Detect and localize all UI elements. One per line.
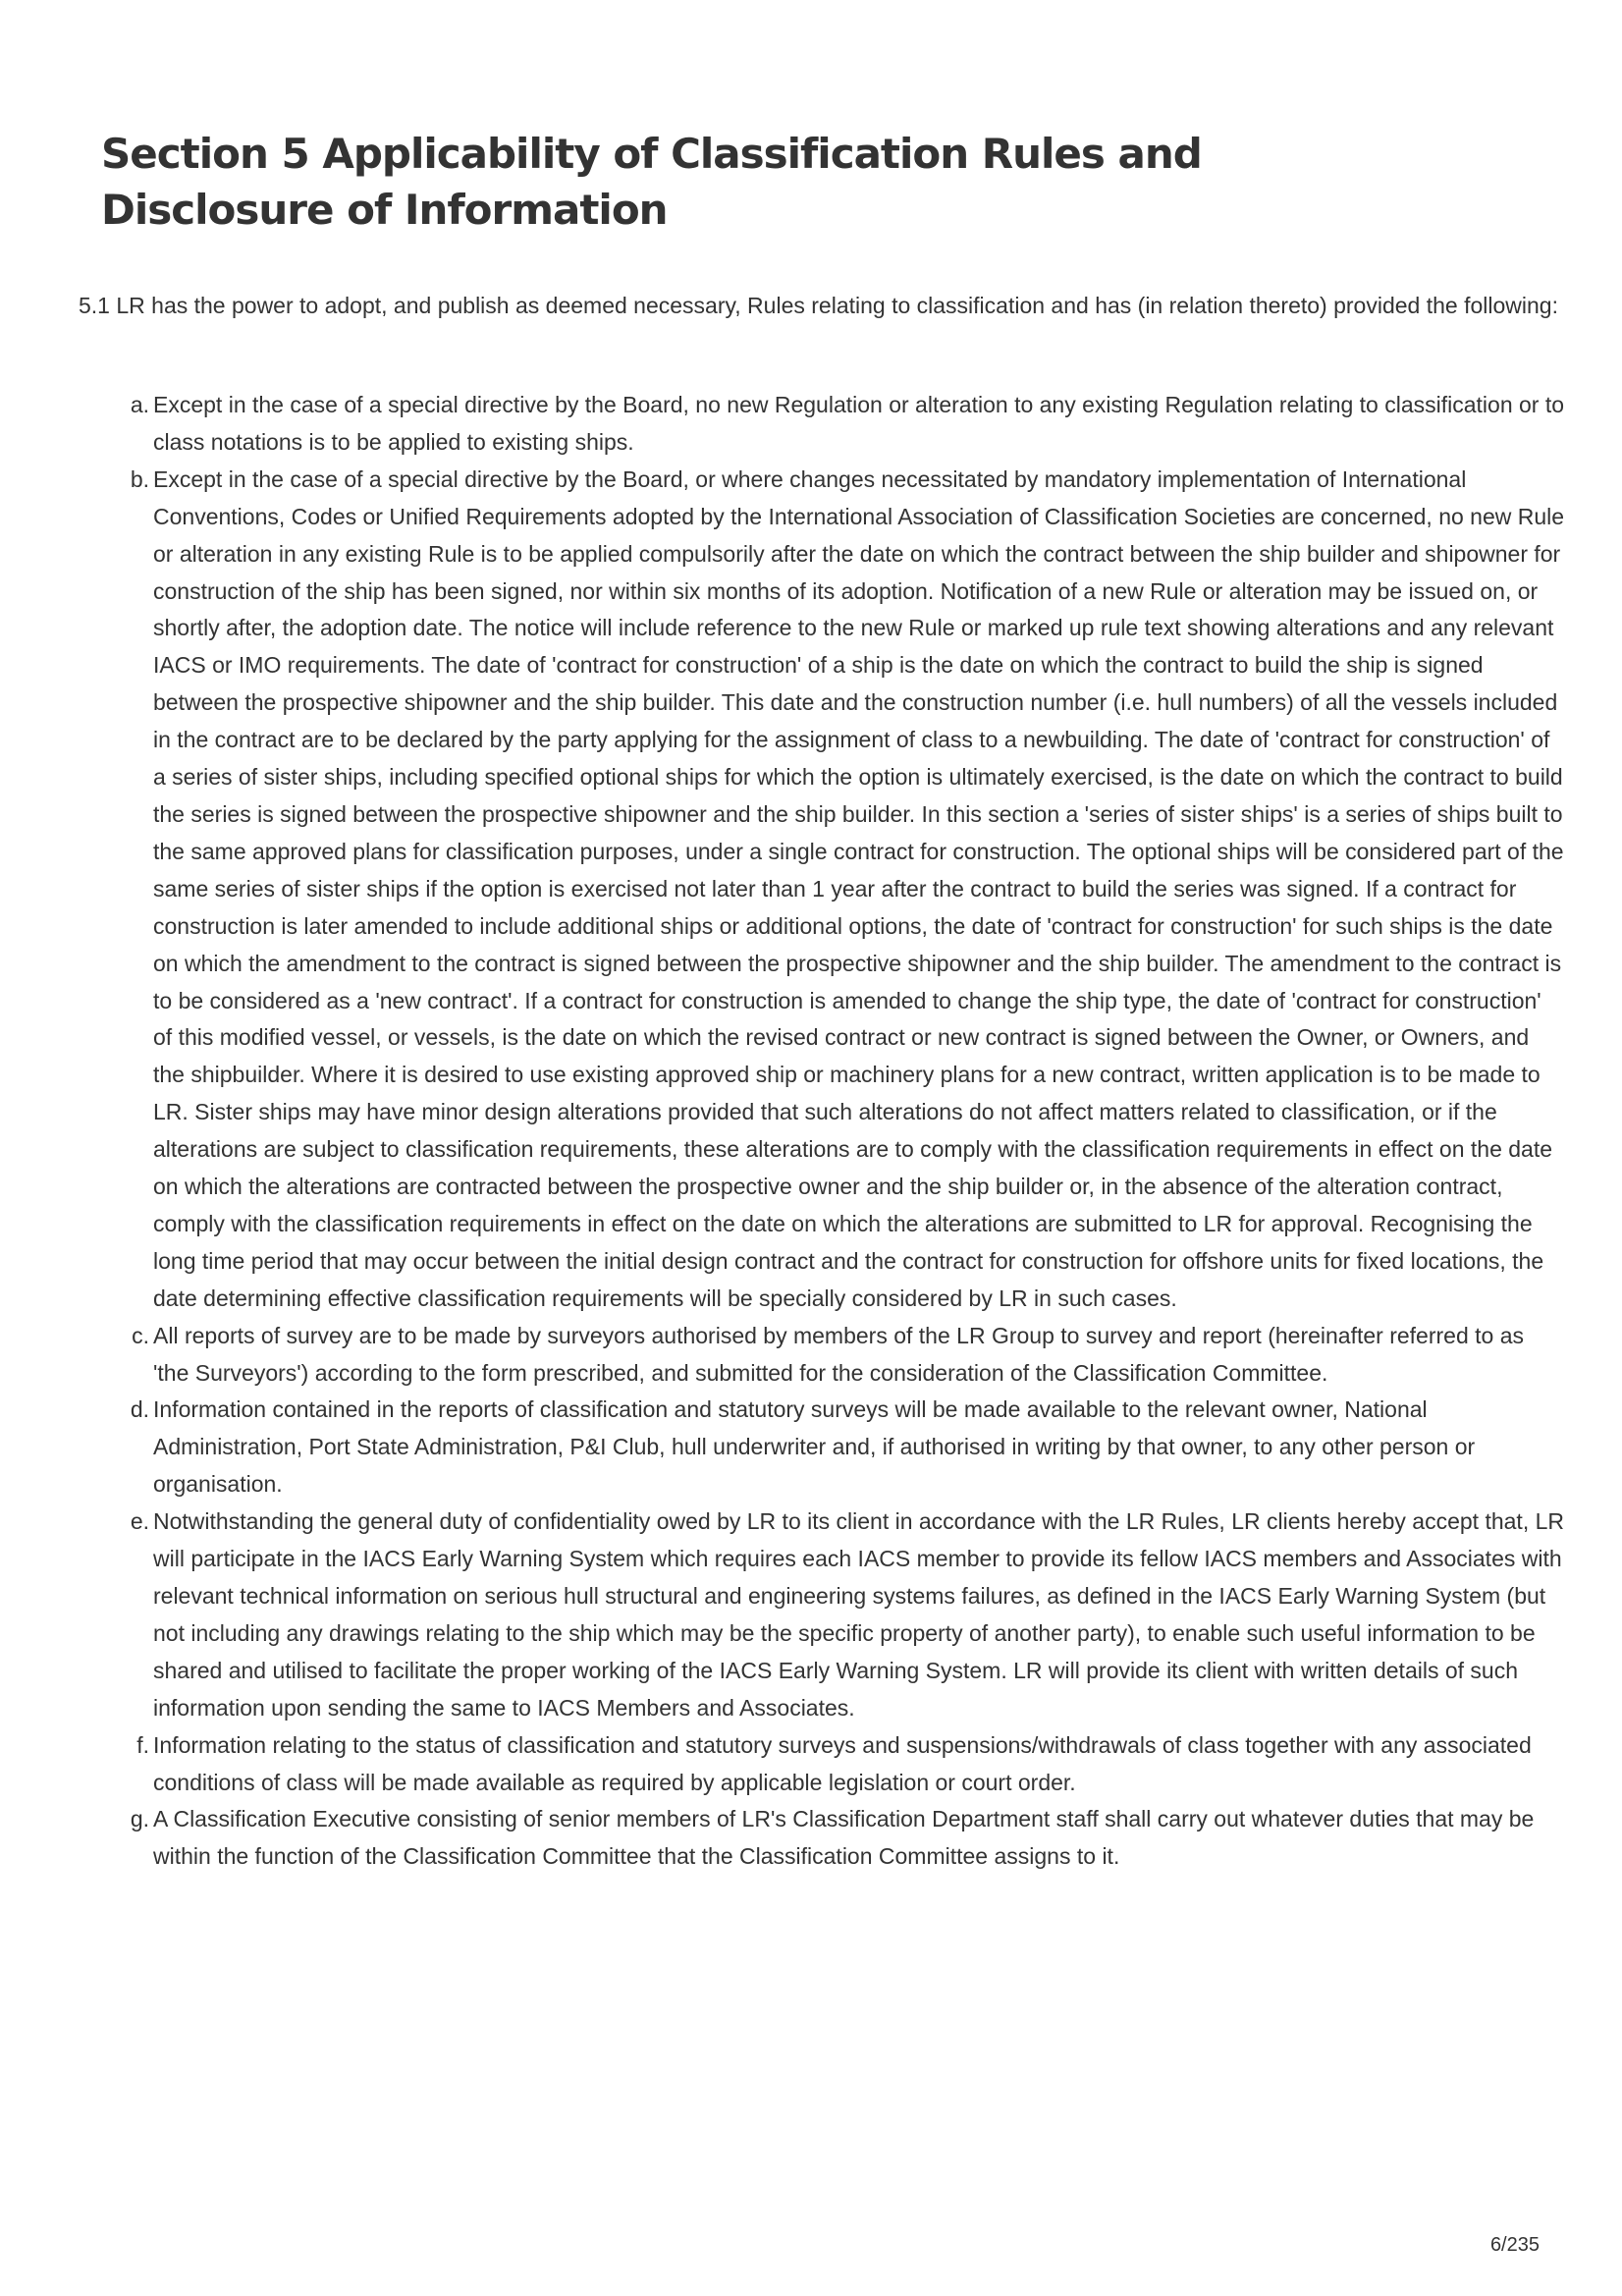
page-number: 6/235 [1489,2234,1540,2256]
clause-marker: g. [130,1806,149,1832]
clause-marker: e. [130,1508,149,1535]
clause-marker: c. [132,1322,149,1348]
clause-text: Information relating to the status of classification and statutory surveys and suspensions/withdrawals of class together with any associated conditions of class will be made available as required by applicable legislation or court order. [153,1731,1532,1795]
clause-b [130,462,1565,1318]
clause-marker: a. [130,392,149,417]
clause-text: Except in the case of a special directive by the Board, or where changes necessitated by mandatory implementation of International Conventions, Codes or Unified Requirements adopted by the International Association of Classification Societies are concerned, no new Rule or alteration in any existing Rule is to be applied compulsorily after the date on which the contract between the ship builder and shipowner for construction of the ship has been signed, nor within six months of its adoption. Notification of a new Rule or alteration may be issued on, or shortly after, the adoption date. The notice will include reference to the new Rule or marked up rule text showing alterations and any relevant IACS or IMO requirements. The date of 'contract for construction' of a ship is the date on which the contract to build the ship is signed between the prospective shipowner and the ship builder. This date and the construction number (i.e. hull numbers) of all the vessels included in the contract are to be declared by the party applying for the assignment of class to a newbuilding. The date of 'contract for construction' of a series of sister ships, including specified optional ships for which the option is ultimately exercised, is the date on which the contract to build the series is signed between the prospective shipowner and the ship builder. In this section a 'series of sister ships' is a series of ships built to the same approved plans for classification purposes, under a single contract for construction. The optional ships will be considered part of the same series of sister ships if the option is exercised not later than 1 year after the contract to build the series was signed. If a contract for construction is later amended to include additional ships or additional options, the date of 'contract for construction' for such ships is the date on which the amendment to the contract is signed between the prospective shipowner and the ship builder. The amendment to the contract is to be considered as a 'new contract'. If a contract for construction is amended to change the ship type, the date of 'contract for construction' of this modified vessel, or vessels, is the date on which the revised contract or new contract is signed between the Owner, or Owners, and the shipbuilder. Where it is desired to use existing approved ship or machinery plans for a new contract, written application is to be made to LR. Sister ships may have minor design alterations provided that such alterations do not affect matters related to classification, or if the alterations are subject to classification requirements, these alterations are to comply with the classification requirements in effect on the date on which the alterations are contracted between the prospective owner and the ship builder or, in the absence of the alteration contract, comply with the classification requirements in effect on the date on which the alterations are submitted to LR for approval. Recognising the long time period that may occur between the initial design contract and the contract for construction for offshore units for fixed locations, the date determining effective classification requirements will be specially considered by LR in such cases. [153,465,1565,1311]
clause-marker: d. [130,1396,149,1423]
clause-a [130,387,1565,462]
clause-d [130,1392,1565,1503]
clause-text: A Classification Executive consisting of senior members of LR's Classification Department staff shall carry out whatever duties that may be within the function of the Classification Committee that the Classification Committee assigns to it. [153,1806,1535,1870]
clause-text: Except in the case of a special directive by the Board, no new Regulation or alteration to any existing Regulation relating to classification or to class notations is to be applied to existing ships. [153,392,1565,455]
clause-e [130,1503,1565,1726]
clause-c [132,1318,1565,1393]
clause-text: All reports of survey are to be made by surveyors authorised by members of the LR Group to survey and report (hereinafter referred to as 'the Surveyors') according to the form prescribed, and submitted for the consideration of the Classification Committee. [153,1322,1524,1386]
clause-marker: f. [136,1731,149,1758]
clause-text: Information contained in the reports of classification and statutory surveys will be made available to the relevant owner, National Administration, Port State Administration, P&I Club, hull underwriter and, if authorised in writing by that owner, to any other person or organisation. [153,1396,1476,1498]
clause-text: Notwithstanding the general duty of confidentiality owed by LR to its client in accordance with the LR Rules, LR clients hereby accept that, LR will participate in the IACS Early Warning System which requires each IACS member to provide its fellow IACS members and Associates with relevant technical information on serious hull structural and engineering systems failures, as defined in the IACS Early Warning System (but not including any drawings relating to the ship which may be the specific property of another party), to enable such useful information to be shared and utilised to facilitate the proper working of the IACS Early Warning System. LR will provide its client with written details of such information upon sending the same to IACS Members and Associates. [153,1508,1565,1721]
page-title: Section 5 Applicability of Classification Rules and Disclosure of Information [101,130,1202,234]
clause-marker: b. [130,465,149,492]
intro-paragraph: 5.1 LR has the power to adopt, and publish as deemed necessary, Rules relating to classification and has (in relation thereto) provided the following: [79,293,1558,318]
clause-list [130,387,1565,1876]
clause-g [130,1801,1565,1876]
clause-f [136,1727,1565,1802]
